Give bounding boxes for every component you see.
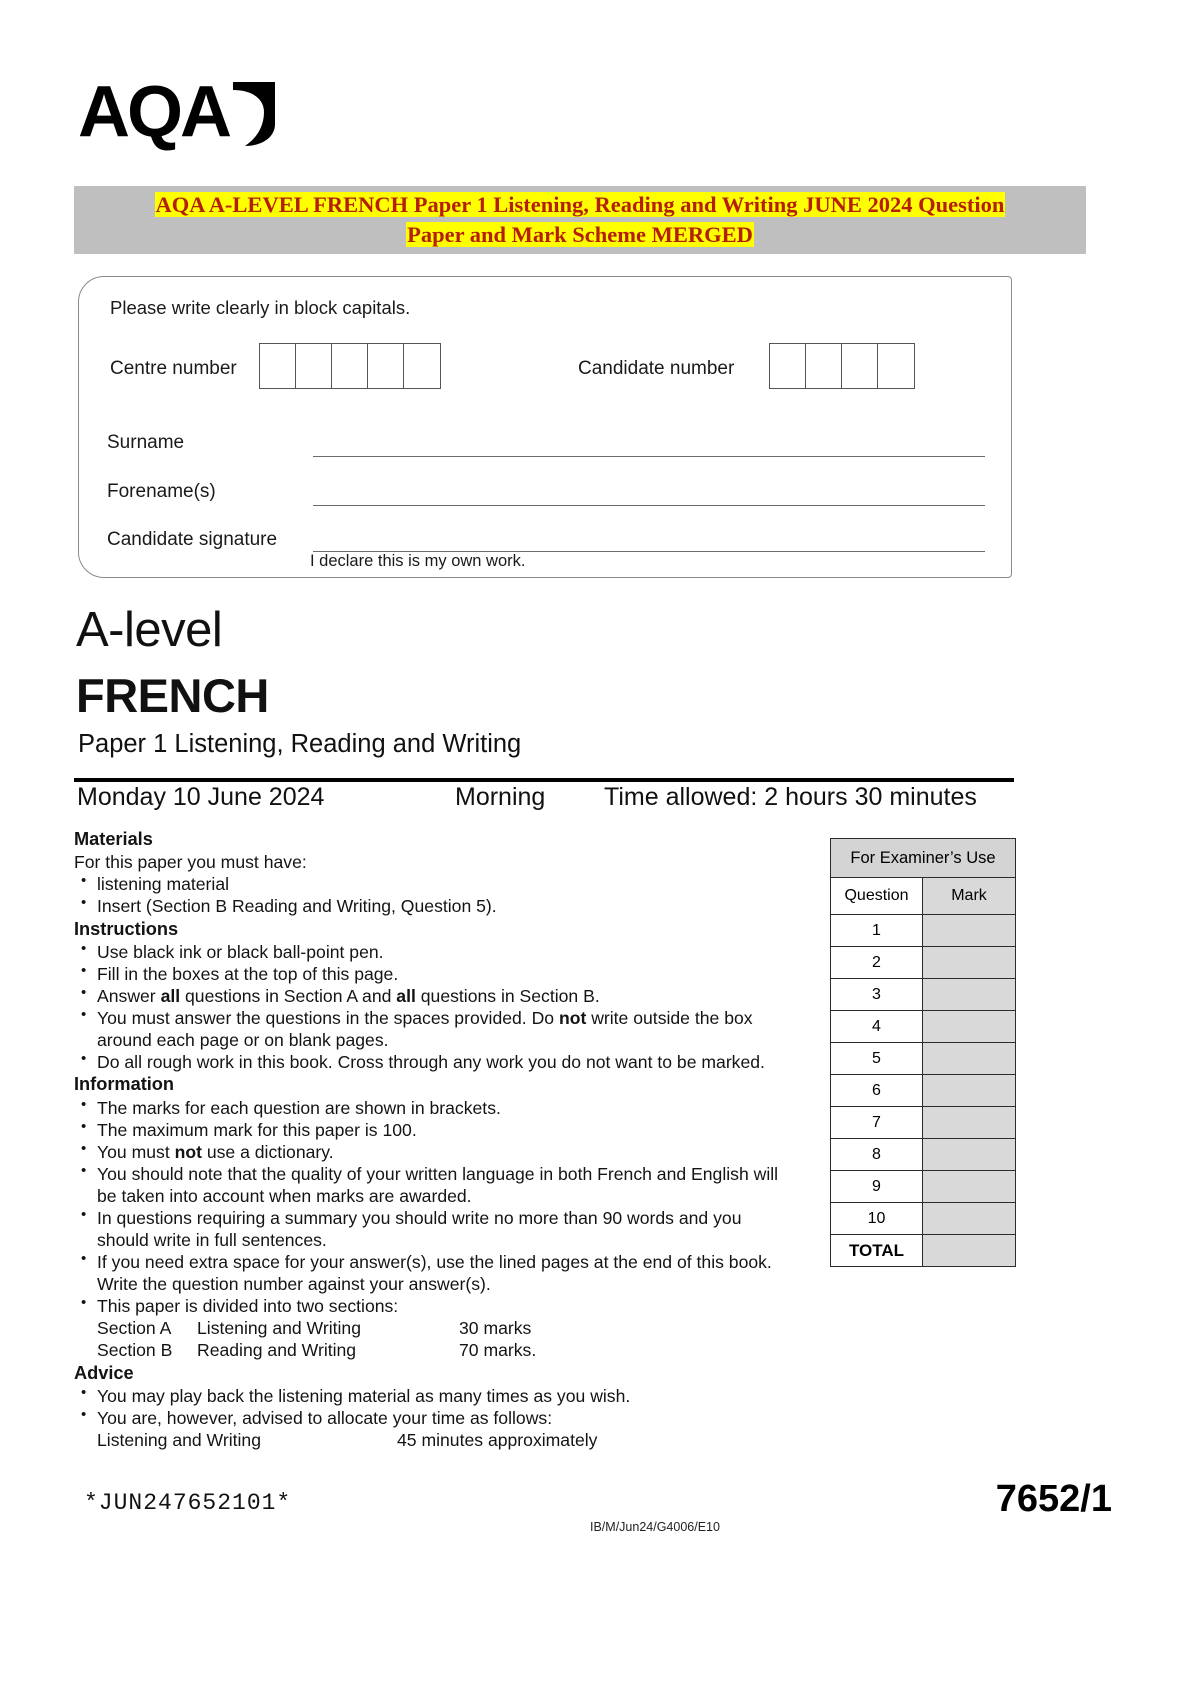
barcode-text: *JUN247652101* [84, 1490, 292, 1516]
aqa-logo [78, 72, 277, 152]
question-number: 9 [831, 1171, 923, 1203]
forenames-input[interactable] [313, 505, 985, 506]
table-row [831, 1171, 1016, 1203]
information-list [74, 1097, 786, 1318]
list-item: • You are, however, advised to allocate your time as follows: [97, 1407, 786, 1429]
total-mark-input[interactable] [923, 1235, 1016, 1267]
forenames-label: Forename(s) [107, 481, 216, 502]
materials-heading: Materials [74, 829, 153, 849]
centre-number-cell[interactable] [404, 344, 440, 388]
section-b-name: Section B [97, 1340, 173, 1361]
list-item: • This paper is divided into two sections: [97, 1295, 786, 1317]
column-header-mark: Mark [923, 878, 1016, 915]
ib-reference-code: IB/M/Jun24/G4006/E10 [590, 1520, 720, 1534]
list-item: • Use black ink or black ball-point pen. [97, 941, 786, 963]
list-item: • You should note that the quality of your written language in both French and English will be taken into account when marks are awarded. [97, 1163, 786, 1207]
candidate-number-label: Candidate number [578, 358, 735, 379]
examiner-use-table [830, 838, 1016, 1267]
mark-input[interactable] [923, 1171, 1016, 1203]
table-row [831, 1107, 1016, 1139]
mark-input[interactable] [923, 1203, 1016, 1235]
column-header-question: Question [831, 878, 923, 915]
mark-input[interactable] [923, 979, 1016, 1011]
section-b-marks: 70 marks. [459, 1340, 537, 1361]
table-row [831, 1235, 1016, 1267]
table-row [831, 1203, 1016, 1235]
question-number: 4 [831, 1011, 923, 1043]
list-item: • Insert (Section B Reading and Writing, Question 5). [97, 895, 786, 917]
list-item: • listening material [97, 873, 786, 895]
table-row [831, 947, 1016, 979]
centre-number-input[interactable] [259, 343, 441, 389]
table-row [831, 915, 1016, 947]
block-capitals-note: Please write clearly in block capitals. [110, 297, 411, 318]
question-number: 6 [831, 1075, 923, 1107]
advice-timing-duration: 45 minutes approximately [397, 1429, 598, 1450]
surname-input[interactable] [313, 456, 985, 457]
mark-input[interactable] [923, 1011, 1016, 1043]
paper-code: 7652/1 [995, 1478, 1112, 1520]
examiner-table-title: For Examiner’s Use [831, 839, 1016, 878]
exam-session: Morning [455, 783, 546, 811]
banner-line-2-text: Paper and Mark Scheme MERGED [407, 221, 753, 247]
advice-heading: Advice [74, 1362, 134, 1383]
list-item: • If you need extra space for your answer(s), use the lined pages at the end of this book. Write the question number against your answer(s). [97, 1251, 786, 1295]
declaration-text: I declare this is my own work. [310, 552, 526, 570]
candidate-number-cell[interactable] [878, 344, 914, 388]
candidate-signature-label: Candidate signature [107, 529, 278, 550]
subject-title: FRENCH [76, 669, 269, 722]
candidate-number-input[interactable] [769, 343, 915, 389]
aqa-leaf-mark-icon [231, 80, 277, 148]
question-number: 8 [831, 1139, 923, 1171]
table-row [831, 839, 1016, 878]
table-row [831, 878, 1016, 915]
banner-line-1-text: AQA A-LEVEL FRENCH Paper 1 Listening, Reading and Writing JUNE 2024 Question [155, 192, 1005, 217]
table-row [831, 1139, 1016, 1171]
list-item: • Fill in the boxes at the top of this page. [97, 963, 786, 985]
list-item: • You may play back the listening material as many times as you wish. [97, 1385, 786, 1407]
exam-date: Monday 10 June 2024 [77, 783, 325, 811]
banner-line-2 [74, 220, 1086, 250]
centre-number-cell[interactable] [368, 344, 404, 388]
materials-intro: For this paper you must have: [74, 852, 307, 873]
information-heading: Information [74, 1074, 175, 1095]
section-b-title: Reading and Writing [197, 1340, 357, 1361]
list-item: • In questions requiring a summary you should write no more than 90 words and you should write in full sentences. [97, 1207, 786, 1251]
advice-list [74, 1385, 786, 1429]
instructions-column [74, 828, 786, 1451]
question-number: 5 [831, 1043, 923, 1075]
section-a-marks: 30 marks [459, 1318, 532, 1339]
centre-number-label: Centre number [110, 358, 237, 379]
question-number: 1 [831, 915, 923, 947]
mark-input[interactable] [923, 915, 1016, 947]
exam-time-allowed: Time allowed: 2 hours 30 minutes [604, 783, 977, 811]
question-number: 10 [831, 1203, 923, 1235]
list-item: • You must not use a dictionary. [97, 1141, 786, 1163]
mark-input[interactable] [923, 1139, 1016, 1171]
mark-input[interactable] [923, 1043, 1016, 1075]
table-row [831, 979, 1016, 1011]
section-a-row [74, 1317, 786, 1339]
candidate-number-cell[interactable] [842, 344, 878, 388]
merged-paper-banner [74, 186, 1086, 254]
aqa-logo-text: AQA [78, 72, 229, 152]
instructions-list [74, 941, 786, 1073]
list-item: • The maximum mark for this paper is 100. [97, 1119, 786, 1141]
total-label: TOTAL [831, 1235, 923, 1267]
surname-label: Surname [107, 432, 185, 453]
question-number: 2 [831, 947, 923, 979]
advice-timing-row [74, 1429, 786, 1451]
list-item: • Do all rough work in this book. Cross through any work you do not want to be marked. [97, 1051, 786, 1073]
mark-input[interactable] [923, 947, 1016, 979]
centre-number-cell[interactable] [332, 344, 368, 388]
list-item: • The marks for each question are shown in brackets. [97, 1097, 786, 1119]
question-number: 7 [831, 1107, 923, 1139]
section-b-row [74, 1339, 786, 1361]
advice-timing-activity: Listening and Writing [97, 1429, 261, 1450]
mark-input[interactable] [923, 1075, 1016, 1107]
question-number: 3 [831, 979, 923, 1011]
banner-line-1 [74, 190, 1086, 220]
table-row [831, 1043, 1016, 1075]
centre-number-cell[interactable] [260, 344, 296, 388]
paper-title: Paper 1 Listening, Reading and Writing [78, 730, 522, 758]
instructions-heading: Instructions [74, 918, 179, 939]
title-divider [74, 778, 1014, 782]
table-row [831, 1075, 1016, 1107]
list-item: • Answer all questions in Section A and all questions in Section B. [97, 985, 786, 1007]
section-a-name: Section A [97, 1318, 172, 1339]
section-a-title: Listening and Writing [197, 1318, 361, 1339]
mark-input[interactable] [923, 1107, 1016, 1139]
materials-list [74, 873, 786, 917]
table-row [831, 1011, 1016, 1043]
qualification-level: A-level [76, 603, 223, 657]
candidate-number-cell[interactable] [806, 344, 842, 388]
centre-number-cell[interactable] [296, 344, 332, 388]
candidate-number-cell[interactable] [770, 344, 806, 388]
list-item: • You must answer the questions in the spaces provided. Do not write outside the box around each page or on blank pages. [97, 1007, 786, 1051]
